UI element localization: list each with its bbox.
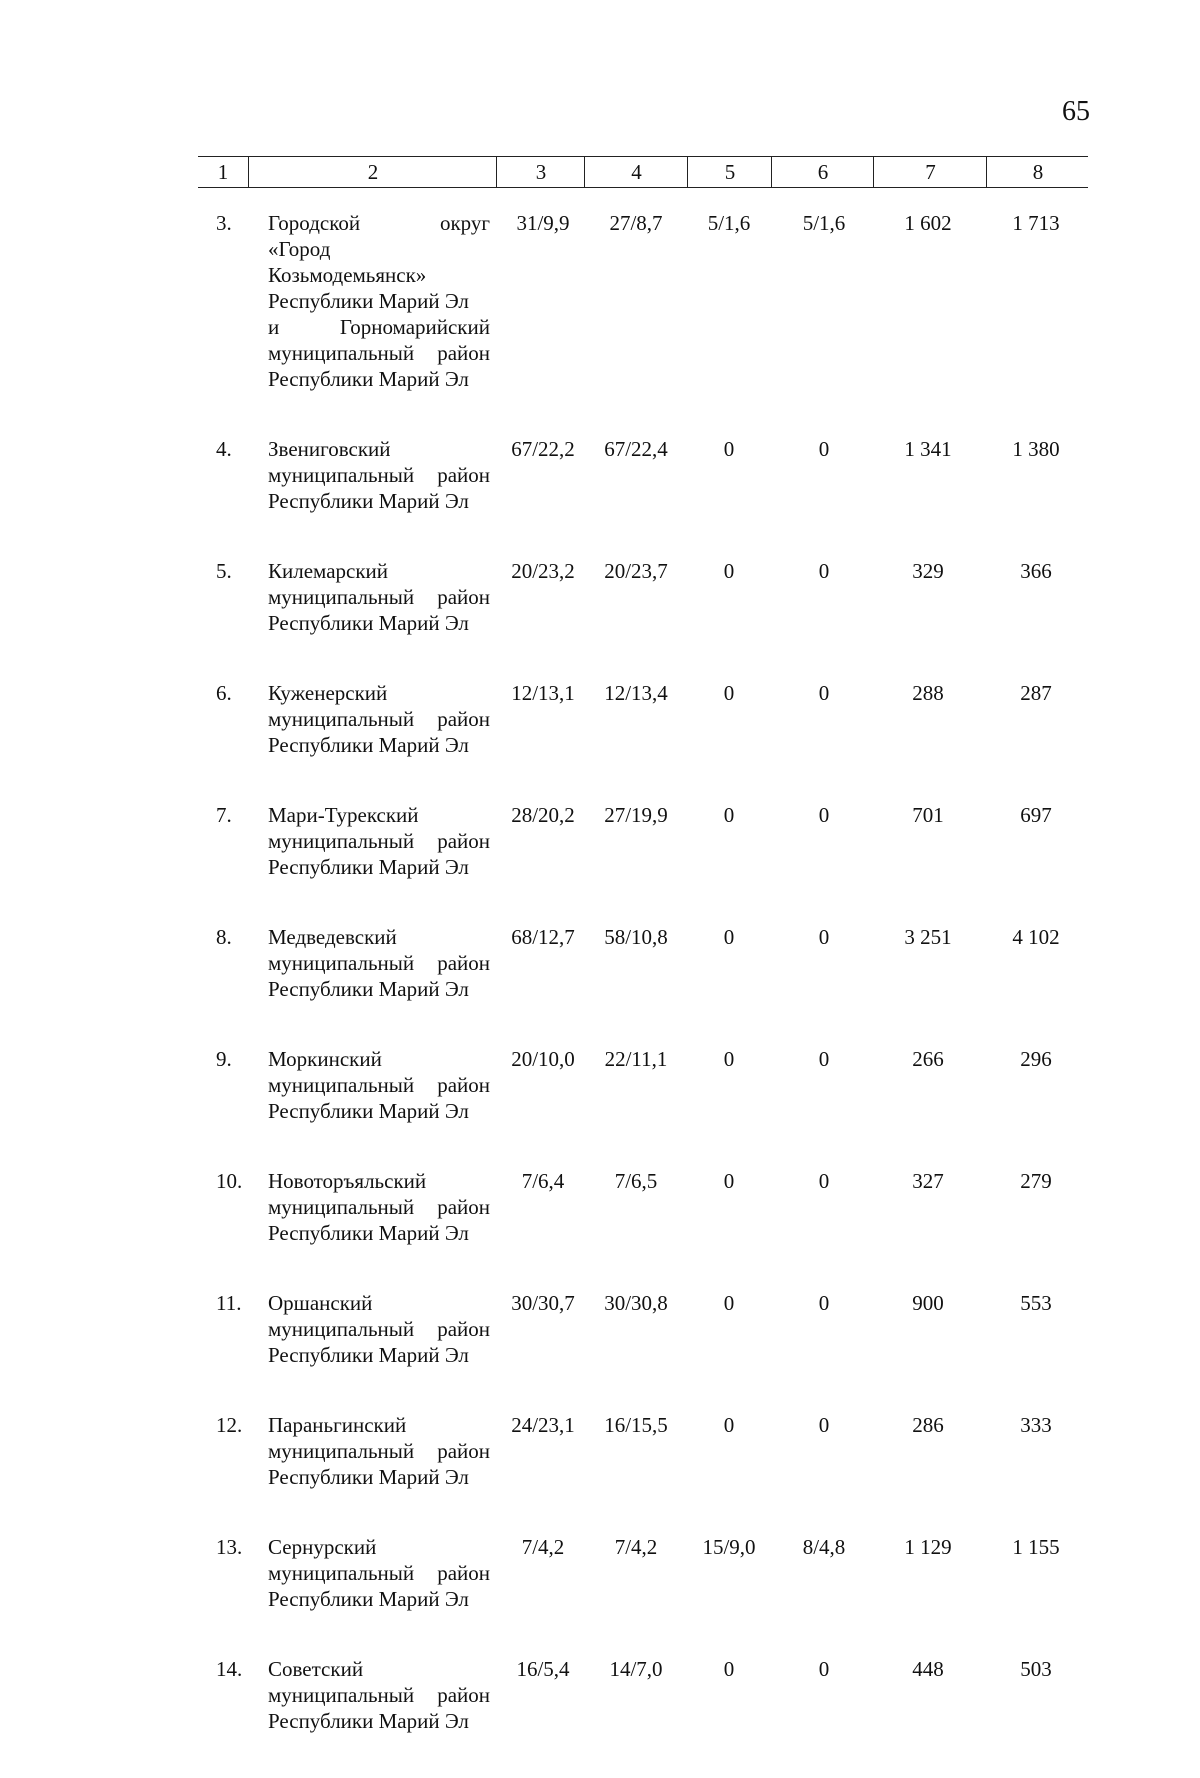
value-col-5: 0	[723, 1291, 735, 1315]
row-number: 8.	[216, 925, 232, 949]
value-col-3: 24/23,1	[511, 1413, 575, 1437]
name-line: муниципальный район	[268, 707, 490, 731]
value-col-8: 553	[1020, 1291, 1052, 1315]
page-number: 65	[1062, 96, 1090, 127]
municipality-name	[268, 1656, 490, 1734]
name-line: Городской округ	[268, 211, 490, 235]
name-line: муниципальный район	[268, 951, 490, 975]
table-row	[0, 680, 1200, 758]
municipality-name	[268, 1412, 490, 1490]
name-line: муниципальный район	[268, 1317, 490, 1341]
value-col-4: 22/11,1	[604, 1047, 668, 1071]
name-line: муниципальный район	[268, 463, 490, 487]
name-line: Козьмодемьянск»	[268, 263, 427, 287]
name-line: Параньгинский	[268, 1413, 407, 1437]
value-col-6: 0	[818, 803, 830, 827]
value-col-7: 3 251	[904, 925, 952, 949]
name-line: муниципальный район	[268, 1439, 490, 1463]
name-line: и Горномарийский	[268, 315, 490, 339]
value-col-8: 4 102	[1012, 925, 1060, 949]
name-line: муниципальный район	[268, 1073, 490, 1097]
header-col-2: 2	[248, 157, 497, 187]
name-line: муниципальный район	[268, 1683, 490, 1707]
value-col-3: 68/12,7	[511, 925, 575, 949]
row-number: 13.	[216, 1535, 243, 1559]
municipality-name	[268, 1168, 490, 1246]
value-col-7: 327	[912, 1169, 944, 1193]
municipality-name	[268, 680, 490, 758]
table-row	[0, 1534, 1200, 1612]
value-col-3: 7/6,4	[521, 1169, 565, 1193]
value-col-8: 279	[1020, 1169, 1052, 1193]
value-col-4: 14/7,0	[609, 1657, 663, 1681]
name-line: Республики Марий Эл	[268, 1465, 469, 1489]
name-line: муниципальный район	[268, 829, 490, 853]
value-col-5: 0	[723, 1657, 735, 1681]
row-number: 11.	[216, 1291, 242, 1315]
value-col-7: 1 602	[904, 211, 952, 235]
value-col-5: 0	[723, 1413, 735, 1437]
value-col-4: 58/10,8	[604, 925, 668, 949]
name-line: Республики Марий Эл	[268, 1709, 469, 1733]
value-col-7: 266	[912, 1047, 944, 1071]
value-col-8: 296	[1020, 1047, 1052, 1071]
table-row	[0, 1168, 1200, 1246]
row-number: 7.	[216, 803, 232, 827]
value-col-6: 0	[818, 1413, 830, 1437]
municipality-name	[268, 436, 490, 514]
value-col-7: 900	[912, 1291, 944, 1315]
header-col-6: 6	[771, 157, 874, 187]
value-col-5: 0	[723, 681, 735, 705]
value-col-3: 20/10,0	[511, 1047, 575, 1071]
value-col-4: 16/15,5	[604, 1413, 668, 1437]
municipality-name	[268, 210, 490, 392]
name-line: Республики Марий Эл	[268, 855, 469, 879]
municipality-name	[268, 558, 490, 636]
name-line: Сернурский	[268, 1535, 377, 1559]
value-col-8: 1 713	[1012, 211, 1060, 235]
value-col-8: 697	[1020, 803, 1052, 827]
table-row	[0, 210, 1200, 392]
value-col-6: 0	[818, 437, 830, 461]
value-col-5: 0	[723, 559, 735, 583]
name-line: Новоторъяльский	[268, 1169, 427, 1193]
value-col-6: 0	[818, 1657, 830, 1681]
value-col-5: 0	[723, 803, 735, 827]
table-row	[0, 1046, 1200, 1124]
name-line: Республики Марий Эл	[268, 977, 469, 1001]
row-number: 5.	[216, 559, 232, 583]
value-col-6: 0	[818, 925, 830, 949]
name-line: Республики Марий Эл	[268, 1587, 469, 1611]
value-col-7: 1 129	[904, 1535, 952, 1559]
value-col-5: 15/9,0	[702, 1535, 756, 1559]
name-line: муниципальный район	[268, 1195, 490, 1219]
name-line: Звениговский	[268, 437, 391, 461]
value-col-4: 67/22,4	[604, 437, 668, 461]
value-col-6: 8/4,8	[802, 1535, 846, 1559]
name-line: Куженерский	[268, 681, 388, 705]
row-number: 3.	[216, 211, 232, 235]
value-col-4: 20/23,7	[604, 559, 668, 583]
header-col-5: 5	[687, 157, 772, 187]
value-col-8: 287	[1020, 681, 1052, 705]
value-col-4: 27/8,7	[609, 211, 663, 235]
name-line: Мари-Турекский	[268, 803, 419, 827]
value-col-6: 0	[818, 559, 830, 583]
municipality-name	[268, 924, 490, 1002]
table-row	[0, 802, 1200, 880]
row-number: 12.	[216, 1413, 243, 1437]
name-line: Оршанский	[268, 1291, 373, 1315]
name-line: Моркинский	[268, 1047, 382, 1071]
value-col-7: 701	[912, 803, 944, 827]
header-col-4: 4	[584, 157, 688, 187]
table-header	[198, 156, 1088, 188]
value-col-5: 0	[723, 925, 735, 949]
table-row	[0, 1656, 1200, 1734]
value-col-5: 0	[723, 1047, 735, 1071]
value-col-3: 30/30,7	[511, 1291, 575, 1315]
table-row	[0, 924, 1200, 1002]
value-col-7: 288	[912, 681, 944, 705]
table-body	[0, 210, 1200, 1778]
value-col-7: 448	[912, 1657, 944, 1681]
value-col-3: 28/20,2	[511, 803, 575, 827]
value-col-3: 12/13,1	[511, 681, 575, 705]
value-col-5: 0	[723, 437, 735, 461]
value-col-7: 1 341	[904, 437, 952, 461]
value-col-3: 20/23,2	[511, 559, 575, 583]
header-col-7: 7	[873, 157, 987, 187]
row-number: 6.	[216, 681, 232, 705]
table-row	[0, 558, 1200, 636]
name-line: муниципальный район	[268, 585, 490, 609]
name-line: «Город	[268, 237, 331, 261]
name-line: Республики Марий Эл	[268, 289, 469, 313]
value-col-7: 329	[912, 559, 944, 583]
name-line: Республики Марий Эл	[268, 733, 469, 757]
value-col-6: 0	[818, 681, 830, 705]
municipality-name	[268, 1534, 490, 1612]
table-row	[0, 1290, 1200, 1368]
name-line: Килемарский	[268, 559, 389, 583]
header-col-8: 8	[986, 157, 1089, 187]
header-col-1: 1	[217, 160, 229, 184]
row-number: 14.	[216, 1657, 243, 1681]
name-line: Республики Марий Эл	[268, 367, 469, 391]
value-col-6: 0	[818, 1169, 830, 1193]
value-col-4: 30/30,8	[604, 1291, 668, 1315]
value-col-8: 333	[1020, 1413, 1052, 1437]
municipality-name	[268, 802, 490, 880]
row-number: 4.	[216, 437, 232, 461]
value-col-4: 7/4,2	[614, 1535, 658, 1559]
value-col-8: 366	[1020, 559, 1052, 583]
value-col-4: 12/13,4	[604, 681, 668, 705]
value-col-7: 286	[912, 1413, 944, 1437]
row-number: 9.	[216, 1047, 232, 1071]
table-row	[0, 1412, 1200, 1490]
value-col-3: 7/4,2	[521, 1535, 565, 1559]
value-col-6: 5/1,6	[802, 211, 846, 235]
name-line: Советский	[268, 1657, 364, 1681]
row-number: 10.	[216, 1169, 243, 1193]
value-col-4: 27/19,9	[604, 803, 668, 827]
name-line: Республики Марий Эл	[268, 1221, 469, 1245]
name-line: Республики Марий Эл	[268, 1343, 469, 1367]
value-col-6: 0	[818, 1047, 830, 1071]
name-line: Республики Марий Эл	[268, 489, 469, 513]
value-col-6: 0	[818, 1291, 830, 1315]
value-col-3: 67/22,2	[511, 437, 575, 461]
value-col-5: 5/1,6	[707, 211, 751, 235]
municipality-name	[268, 1046, 490, 1124]
header-col-3: 3	[496, 157, 585, 187]
value-col-8: 503	[1020, 1657, 1052, 1681]
value-col-8: 1 155	[1012, 1535, 1060, 1559]
municipality-name	[268, 1290, 490, 1368]
name-line: Медведевский	[268, 925, 397, 949]
table-row	[0, 436, 1200, 514]
name-line: муниципальный район	[268, 341, 490, 365]
value-col-5: 0	[723, 1169, 735, 1193]
value-col-4: 7/6,5	[614, 1169, 658, 1193]
name-line: Республики Марий Эл	[268, 1099, 469, 1123]
name-line: Республики Марий Эл	[268, 611, 469, 635]
name-line: муниципальный район	[268, 1561, 490, 1585]
value-col-3: 31/9,9	[516, 211, 570, 235]
value-col-8: 1 380	[1012, 437, 1060, 461]
value-col-3: 16/5,4	[516, 1657, 570, 1681]
